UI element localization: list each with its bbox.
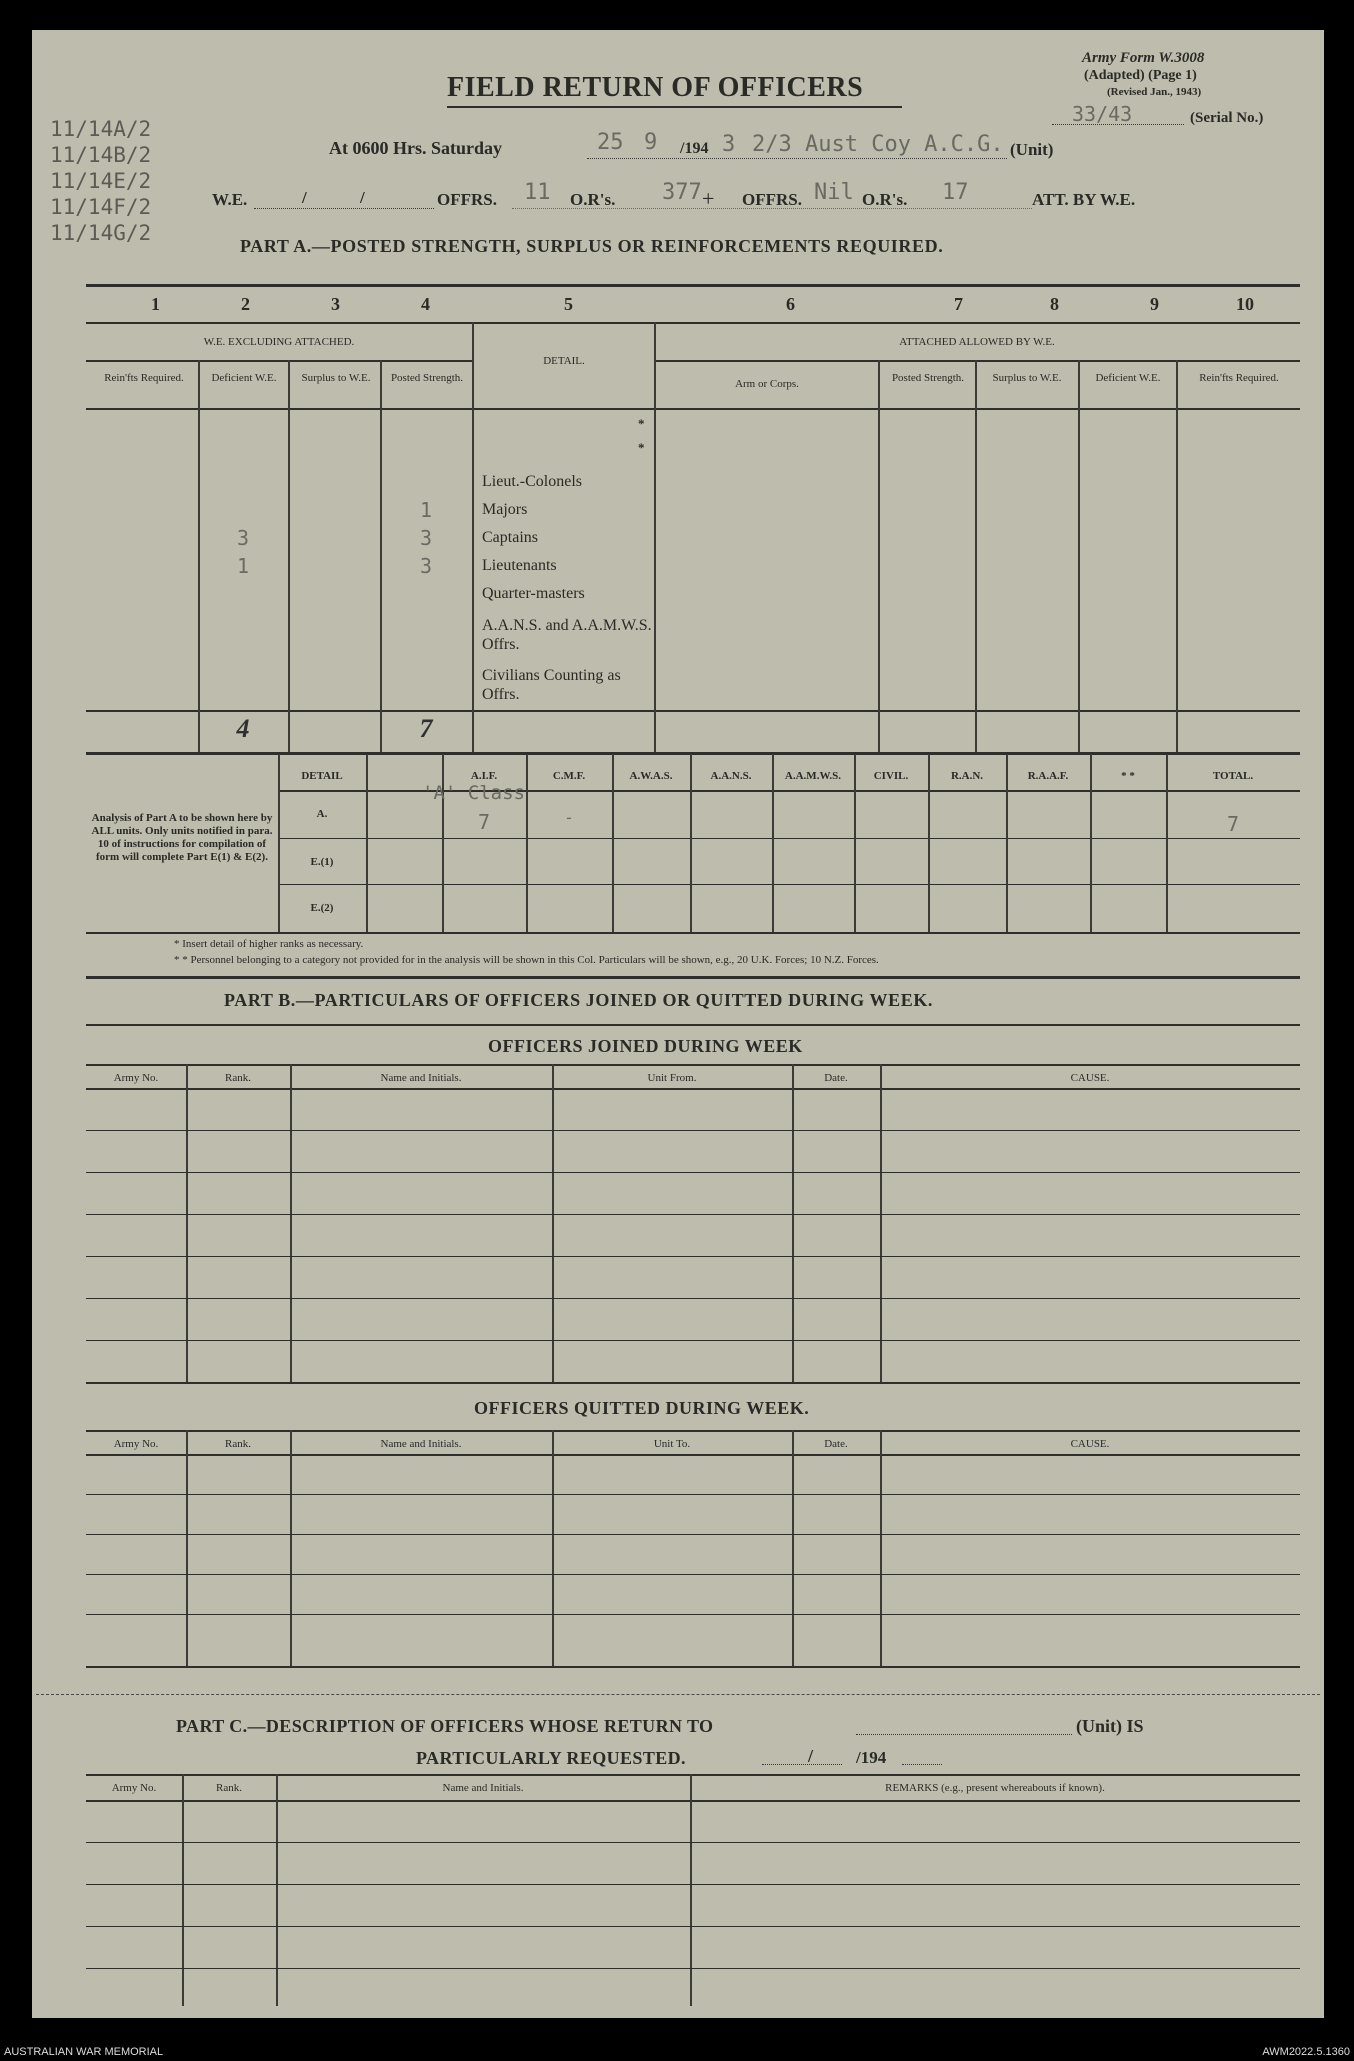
revised-label: (Revised Jan., 1943) (1107, 86, 1202, 98)
joined-vline (186, 1064, 188, 1384)
col-num-9: 9 (1150, 294, 1159, 314)
analysis-row-label: A. (316, 808, 328, 820)
form-title: FIELD RETURN OF OFFICERS (447, 72, 864, 103)
rank-star: * (638, 416, 645, 431)
we-slash-2: / (360, 188, 365, 207)
analysis-a-total: 7 (1226, 812, 1240, 836)
file-references: 11/14A/2 11/14B/2 11/14E/2 11/14F/2 11/14G/2 (50, 117, 152, 245)
joined-bottom-rule (86, 1382, 1300, 1384)
unit-label: (Unit) (1010, 140, 1054, 159)
part-a-vline (1078, 360, 1080, 752)
part-c-col-name: Name and Initials. (442, 1782, 524, 1794)
ors2-label: O.R's. (862, 190, 908, 209)
rank-label: Majors (482, 501, 528, 518)
col-num-2: 2 (241, 294, 250, 314)
plus-sign: + (702, 186, 715, 211)
joined-col-rule (86, 1088, 1300, 1090)
quitted-row-rule (86, 1614, 1300, 1615)
year-prefix: /194 (680, 140, 709, 157)
part-a-left-subrule (86, 360, 472, 362)
part-a-vline (878, 360, 880, 752)
footer-right-id: AWM2022.5.1360 (1262, 2046, 1350, 2058)
part-c-col-rank: Rank. (216, 1782, 242, 1794)
we-slash-1: / (302, 188, 307, 207)
we-label: W.E. (212, 190, 248, 209)
col-num-8: 8 (1050, 294, 1059, 314)
analysis-header-aamws: A.A.M.W.S. (784, 770, 842, 782)
part-a-top-rule (86, 284, 1300, 287)
quitted-vline (880, 1430, 882, 1668)
part-c-year-dots (902, 1764, 942, 1765)
joined-heading: OFFICERS JOINED DURING WEEK (488, 1036, 803, 1056)
analysis-header-awas: A.W.A.S. (629, 770, 673, 782)
col-num-3: 3 (331, 294, 340, 314)
quitted-col-rule (86, 1454, 1300, 1456)
part-c-row-rule (86, 1926, 1300, 1927)
part-c-vline (276, 1774, 278, 2006)
part-c-unit-is: (Unit) IS (1076, 1716, 1144, 1736)
offrs-value: 11 (524, 180, 551, 205)
analysis-note: Analysis of Part A to be shown here by ALL units. Only units notified in para. 10 of instructions for compilation of form will complete Part E(1) & E(2). (91, 812, 273, 863)
we-dots (254, 208, 434, 209)
quitted-vline (792, 1430, 794, 1668)
analysis-a-cmf: - (564, 808, 574, 827)
quitted-row-rule (86, 1494, 1300, 1495)
joined-col-rank: Rank. (225, 1072, 251, 1084)
rank-star: * (638, 440, 645, 455)
col-num-5: 5 (564, 294, 573, 314)
part-a-vline (288, 360, 290, 752)
column-numbers-row (86, 294, 1300, 318)
part-c-heading: PART C.—DESCRIPTION OF OFFICERS WHOSE RETURN TO (176, 1716, 714, 1736)
quitted-vline (552, 1430, 554, 1668)
rank-label: Quarter-masters (482, 585, 585, 602)
at-hrs-label: At 0600 Hrs. Saturday (329, 138, 503, 158)
joined-head-rule (86, 1064, 1300, 1066)
analysis-header-civil: CIVIL. (873, 770, 909, 782)
part-c-unit-dots (856, 1734, 1072, 1735)
analysis-header-other: * * (1121, 770, 1135, 782)
part-a-vline (1176, 360, 1178, 752)
part-c-slash: / (808, 1746, 814, 1766)
analysis-header-aans: A.A.N.S. (710, 770, 752, 782)
joined-col-date: Date. (824, 1072, 848, 1084)
joined-col-unit: Unit From. (647, 1072, 697, 1084)
quitted-row-rule (86, 1574, 1300, 1575)
offrs-label: OFFRS. (437, 190, 497, 209)
serial-underline (1052, 124, 1184, 125)
analysis-vline (366, 754, 368, 932)
date-unit-underline (587, 158, 1007, 159)
part-b-rule (86, 1024, 1300, 1026)
reinf-header: Rein'fts Required. (104, 372, 184, 384)
quitted-head-rule (86, 1430, 1300, 1432)
quitted-row-rule (86, 1534, 1300, 1535)
part-c-requested: PARTICULARLY REQUESTED. (416, 1748, 686, 1768)
title-underline (447, 106, 902, 108)
joined-vline (792, 1064, 794, 1384)
footnote-1: * Insert detail of higher ranks as necessary. (174, 938, 364, 950)
analysis-header-cmf: C.M.F. (552, 770, 586, 782)
part-a-heading: PART A.—POSTED STRENGTH, SURPLUS OR REINFORCEMENTS REQUIRED. (240, 236, 944, 256)
total-posted: 7 (419, 714, 433, 743)
col-num-1: 1 (151, 294, 160, 314)
rank-label: Civilians Counting as Offrs. (482, 667, 621, 703)
analysis-header-detail: DETAIL (301, 770, 343, 782)
part-a-head-rule (86, 408, 1300, 410)
total-deficient: 4 (236, 714, 250, 743)
we-line-dots (512, 208, 1032, 209)
unit-value: 2/3 Aust Coy A.C.G. (752, 132, 1004, 157)
part-a-bottom-rule (86, 752, 1300, 755)
part-c-head-rule (86, 1774, 1300, 1776)
adapted-label: (Adapted) (Page 1) (1084, 68, 1197, 83)
part-c-col-remarks: REMARKS (e.g., present whereabouts if known). (885, 1782, 1105, 1794)
arm-corps-header: Arm or Corps. (735, 378, 799, 390)
part-a-vline (975, 360, 977, 752)
serial-label: (Serial No.) (1190, 110, 1264, 126)
deficient-header: Deficient W.E. (211, 372, 277, 384)
ors-label: O.R's. (570, 190, 616, 209)
col-num-4: 4 (421, 294, 430, 314)
analysis-row-label: E.(2) (310, 902, 334, 914)
joined-vline (880, 1064, 882, 1384)
analysis-bottom-rule (86, 932, 1300, 934)
part-c-vline (182, 1774, 184, 2006)
analysis-header-ran: R.A.N. (950, 770, 984, 782)
joined-row-rule (86, 1172, 1300, 1173)
quitted-vline (290, 1430, 292, 1668)
att-label: ATT. BY W.E. (1032, 190, 1136, 209)
we-excluding-header: W.E. EXCLUDING ATTACHED. (203, 336, 355, 348)
part-c-year: /194 (856, 1748, 887, 1767)
part-a-vline (654, 322, 656, 752)
posted2-header: Posted Strength. (891, 372, 965, 384)
part-a-right-subrule (654, 360, 1300, 362)
attached-allowed-header: ATTACHED ALLOWED BY W.E. (899, 336, 1055, 348)
rank-list (482, 468, 585, 608)
joined-vline (290, 1064, 292, 1384)
class-note: 'A' Class (422, 782, 525, 804)
quitted-col-name: Name and Initials. (380, 1438, 462, 1450)
part-b-top-rule (86, 976, 1300, 979)
footer-left-credit: AUSTRALIAN WAR MEMORIAL (4, 2046, 164, 2058)
rank-label: Lieut.-Colonels (482, 473, 582, 490)
offrs2-label: OFFRS. (742, 190, 802, 209)
col-num-10: 10 (1236, 294, 1254, 314)
surplus2-header: Surplus to W.E. (992, 372, 1062, 384)
perforation-line (36, 1694, 1320, 1695)
rank-label: Lieutenants (482, 557, 557, 574)
part-c-row-rule (86, 1884, 1300, 1885)
rank-label: Captains (482, 529, 538, 546)
year-suffix: 3 (722, 132, 736, 157)
quitted-col-army: Army No. (113, 1438, 159, 1450)
joined-col-name: Name and Initials. (380, 1072, 462, 1084)
analysis-a-aif: 7 (477, 810, 491, 834)
joined-vline (552, 1064, 554, 1384)
surplus-header: Surplus to W.E. (301, 372, 371, 384)
part-c-row-rule (86, 1842, 1300, 1843)
footnote-2: * * Personnel belonging to a category not provided for in the analysis will be shown in this Col. Particulars will be shown, e.g., 20 U.K. Forces; 10 N.Z. Forces. (174, 954, 879, 966)
date-day: 25 (597, 130, 624, 155)
part-a-vline (472, 322, 474, 752)
quitted-col-date: Date. (824, 1438, 848, 1450)
joined-col-cause: CAUSE. (1070, 1072, 1110, 1084)
date-month: 9 (644, 130, 658, 155)
quitted-bottom-rule (86, 1666, 1300, 1668)
army-form-label: Army Form W.3008 (1082, 50, 1205, 66)
posted-header: Posted Strength. (390, 372, 464, 384)
quitted-col-unit: Unit To. (653, 1438, 691, 1450)
analysis-header-raaf: R.A.A.F. (1027, 770, 1069, 782)
ors-value: 377 (662, 180, 702, 205)
joined-row-rule (86, 1256, 1300, 1257)
quitted-col-rank: Rank. (225, 1438, 251, 1450)
deficient2-header: Deficient W.E. (1095, 372, 1161, 384)
joined-row-rule (86, 1214, 1300, 1215)
part-c-col-rule (86, 1800, 1300, 1802)
part-c-row-rule (86, 1968, 1300, 1969)
joined-row-rule (86, 1340, 1300, 1341)
analysis-header-aif: A.I.F. (470, 770, 498, 782)
col-num-6: 6 (786, 294, 795, 314)
quitted-heading: OFFICERS QUITTED DURING WEEK. (474, 1398, 810, 1418)
part-c-vline (690, 1774, 692, 2006)
part-c-date-dots (762, 1764, 842, 1765)
posted-values: 1 3 3 (419, 498, 433, 578)
part-b-heading: PART B.—PARTICULARS OF OFFICERS JOINED OR QUITTED DURING WEEK. (224, 990, 934, 1010)
analysis-header-total: TOTAL. (1212, 770, 1254, 782)
part-c-col-army: Army No. (111, 1782, 157, 1794)
analysis-row-label: E.(1) (310, 856, 334, 868)
joined-row-rule (86, 1298, 1300, 1299)
detail-header: DETAIL. (543, 355, 585, 367)
rank-label: A.A.N.S. and A.A.M.W.S. Offrs. (482, 617, 652, 653)
analysis-row-rule (278, 884, 1300, 885)
deficient-values: 3 1 (236, 526, 250, 578)
part-a-numrow-rule (86, 322, 1300, 324)
serial-number-value: 33/43 (1072, 102, 1133, 126)
col-num-7: 7 (954, 294, 963, 314)
ors2-value: 17 (942, 180, 969, 205)
joined-col-army: Army No. (113, 1072, 159, 1084)
quitted-col-cause: CAUSE. (1070, 1438, 1110, 1450)
joined-row-rule (86, 1130, 1300, 1131)
part-a-body-rule (86, 710, 1300, 712)
quitted-vline (186, 1430, 188, 1668)
form-sheet (32, 30, 1324, 2018)
analysis-row-rule (278, 838, 1300, 839)
reinf2-header: Rein'fts Required. (1199, 372, 1279, 384)
offrs2-value: Nil (814, 180, 854, 205)
